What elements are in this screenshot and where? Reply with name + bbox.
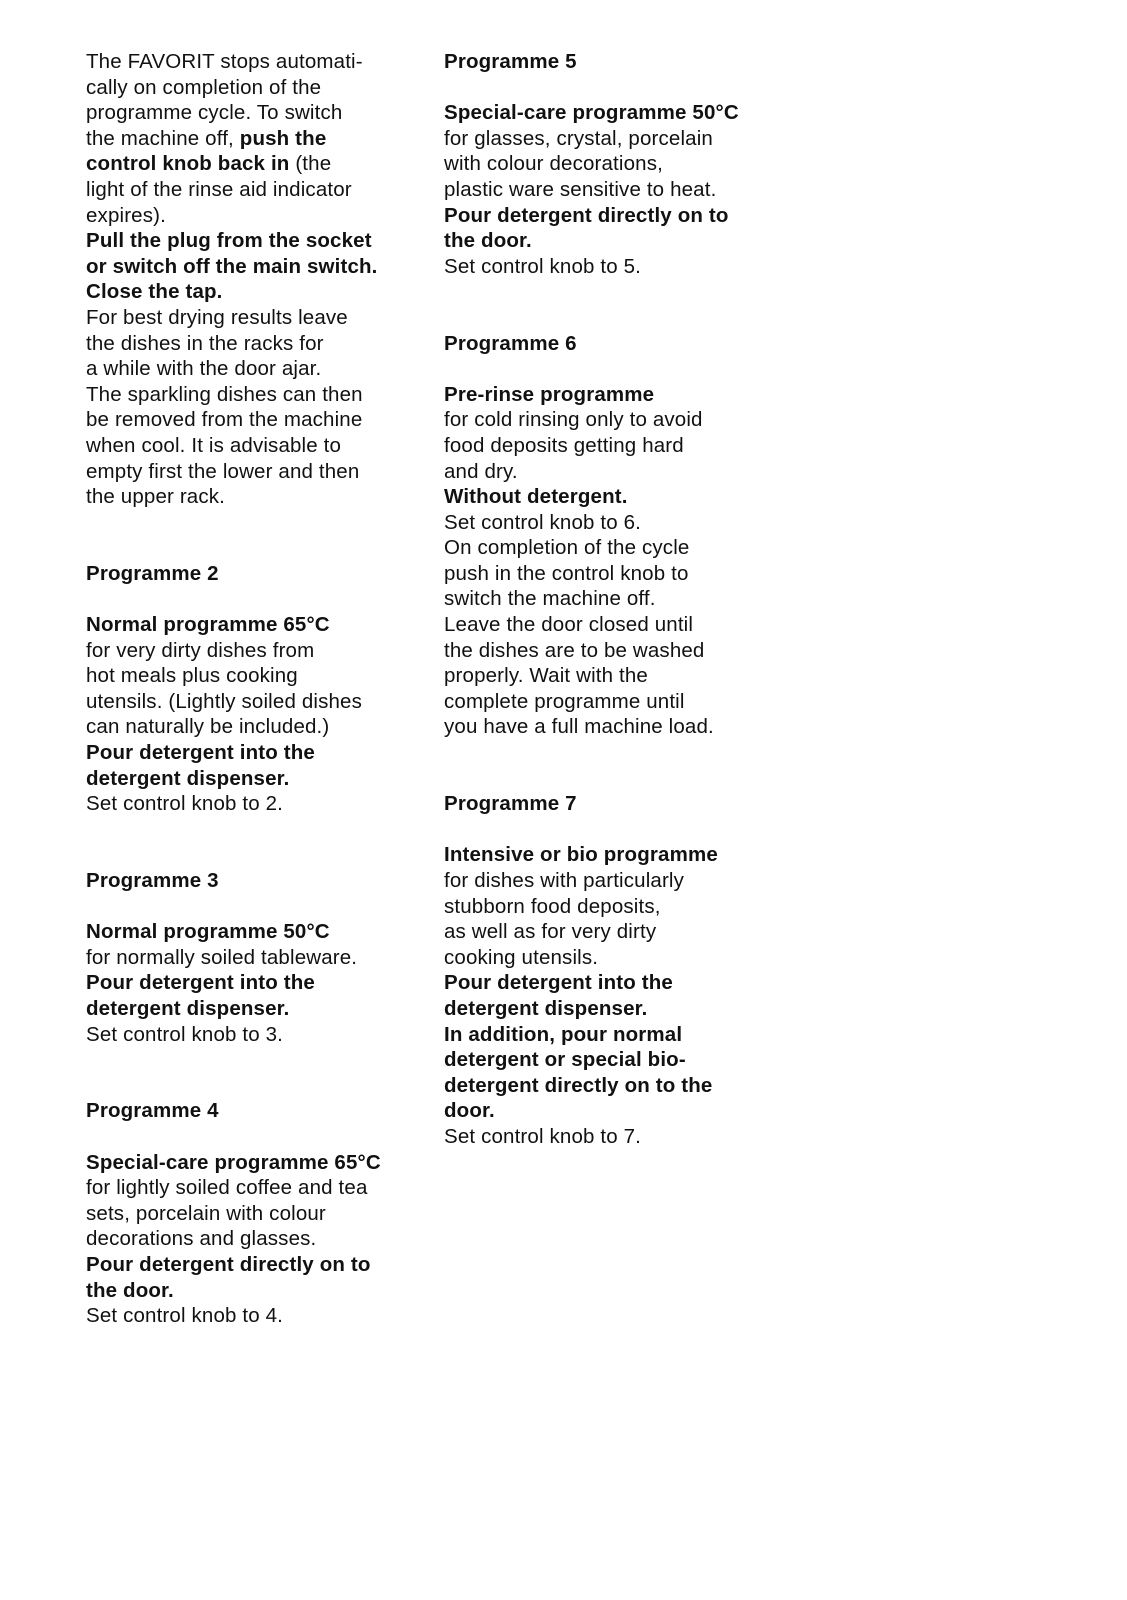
- programme-heading: Programme 7: [444, 792, 577, 816]
- text-line: stubborn food deposits,: [444, 894, 661, 918]
- programme-7-section: [444, 791, 784, 1149]
- text-line: for dishes with particularly: [444, 869, 685, 892]
- text-line: [86, 151, 426, 177]
- bold-instruction: door.: [444, 1099, 495, 1123]
- programme-4-section: [86, 1098, 426, 1328]
- text-line: expires).: [86, 203, 166, 227]
- text-fragment: (the: [295, 152, 332, 176]
- text-line: the dishes in the racks for: [86, 331, 324, 355]
- knob-setting: Set control knob to 2.: [86, 792, 284, 816]
- knob-setting: Set control knob to 5.: [444, 254, 642, 278]
- bold-instruction: push the: [239, 126, 327, 150]
- programme-heading: Programme 2: [86, 561, 219, 585]
- bold-instruction: detergent dispenser.: [444, 996, 648, 1020]
- text-line: Leave the door closed until: [444, 613, 694, 637]
- knob-setting: Set control knob to 6.: [444, 510, 642, 534]
- text-line: empty first the lower and then: [86, 459, 360, 483]
- programme-5-section: [444, 49, 784, 279]
- knob-setting: Set control knob to 4.: [86, 1304, 284, 1328]
- bold-instruction: Pull the plug from the socket: [86, 229, 372, 253]
- text-line: can naturally be included.): [86, 715, 330, 739]
- programme-heading: Programme 5: [444, 50, 577, 73]
- text-line: for cold rinsing only to avoid: [444, 408, 703, 432]
- programme-title: Pre-rinse programme: [444, 382, 655, 406]
- text-line: be removed from the machine: [86, 408, 363, 432]
- bold-instruction: control knob back in: [86, 152, 290, 176]
- text-line: with colour decorations,: [444, 152, 663, 176]
- text-line: switch the machine off.: [444, 587, 656, 611]
- bold-instruction: Pour detergent into the: [86, 741, 315, 765]
- text-line: [86, 126, 426, 152]
- bold-instruction: the door.: [86, 1278, 174, 1302]
- text-line: for lightly soiled coffee and tea: [86, 1176, 368, 1200]
- text-line: cally on completion of the: [86, 75, 322, 99]
- programme-title: Normal programme 65°C: [86, 613, 330, 637]
- text-line: properly. Wait with the: [444, 664, 648, 688]
- text-line: light of the rinse aid indicator: [86, 177, 352, 201]
- bold-instruction: detergent dispenser.: [86, 766, 290, 790]
- text-line: utensils. (Lightly soiled dishes: [86, 689, 362, 713]
- text-line: complete programme until: [444, 689, 685, 713]
- text-line: push in the control knob to: [444, 561, 689, 585]
- bold-instruction: detergent directly on to the: [444, 1073, 713, 1097]
- bold-instruction: detergent or special bio-: [444, 1048, 686, 1072]
- text-line: the upper rack.: [86, 485, 225, 509]
- bold-instruction: Pour detergent into the: [444, 971, 673, 995]
- text-line: food deposits getting hard: [444, 433, 684, 457]
- text-line: and dry.: [444, 459, 518, 483]
- bold-instruction: Close the tap.: [86, 280, 223, 304]
- text-line: For best drying results leave: [86, 305, 348, 329]
- programme-6-section: [444, 331, 784, 741]
- text-fragment: the machine off,: [86, 126, 234, 150]
- text-line: On completion of the cycle: [444, 536, 690, 560]
- text-line: for glasses, crystal, porcelain: [444, 126, 713, 150]
- knob-setting: Set control knob to 7.: [444, 1124, 642, 1148]
- bold-instruction: In addition, pour normal: [444, 1022, 683, 1046]
- programme-title: Intensive or bio programme: [444, 843, 718, 867]
- text-line: for very dirty dishes from: [86, 638, 315, 662]
- text-line: the dishes are to be washed: [444, 638, 705, 662]
- text-line: The FAVORIT stops automati-: [86, 50, 363, 73]
- text-line: cooking utensils.: [444, 945, 599, 969]
- bold-instruction: the door.: [444, 229, 532, 253]
- programme-3-section: [86, 868, 426, 1047]
- bold-instruction: Pour detergent into the: [86, 971, 315, 995]
- programme-title: Special-care programme 65°C: [86, 1150, 381, 1174]
- programme-title: Normal programme 50°C: [86, 920, 330, 944]
- left-column: [86, 49, 426, 1329]
- text-line: as well as for very dirty: [444, 920, 657, 944]
- text-line: programme cycle. To switch: [86, 101, 343, 125]
- text-line: decorations and glasses.: [86, 1227, 317, 1251]
- right-column: [444, 49, 784, 1150]
- text-line: a while with the door ajar.: [86, 357, 322, 381]
- bold-instruction: or switch off the main switch.: [86, 254, 378, 278]
- programme-heading: Programme 6: [444, 331, 577, 355]
- programme-heading: Programme 4: [86, 1099, 219, 1123]
- text-line: sets, porcelain with colour: [86, 1201, 326, 1225]
- programme-2-section: [86, 561, 426, 817]
- text-line: The sparkling dishes can then: [86, 382, 363, 406]
- text-line: you have a full machine load.: [444, 715, 714, 739]
- programme-title: Special-care programme 50°C: [444, 101, 739, 125]
- text-line: hot meals plus cooking: [86, 664, 298, 688]
- bold-instruction: Pour detergent directly on to: [86, 1252, 371, 1276]
- text-line: plastic ware sensitive to heat.: [444, 177, 717, 201]
- bold-instruction: Pour detergent directly on to: [444, 203, 729, 227]
- knob-setting: Set control knob to 3.: [86, 1022, 284, 1046]
- text-line: for normally soiled tableware.: [86, 945, 358, 969]
- bold-instruction: Without detergent.: [444, 485, 628, 509]
- bold-instruction: detergent dispenser.: [86, 996, 290, 1020]
- text-line: when cool. It is advisable to: [86, 433, 342, 457]
- intro-section: [86, 49, 426, 510]
- programme-heading: Programme 3: [86, 869, 219, 892]
